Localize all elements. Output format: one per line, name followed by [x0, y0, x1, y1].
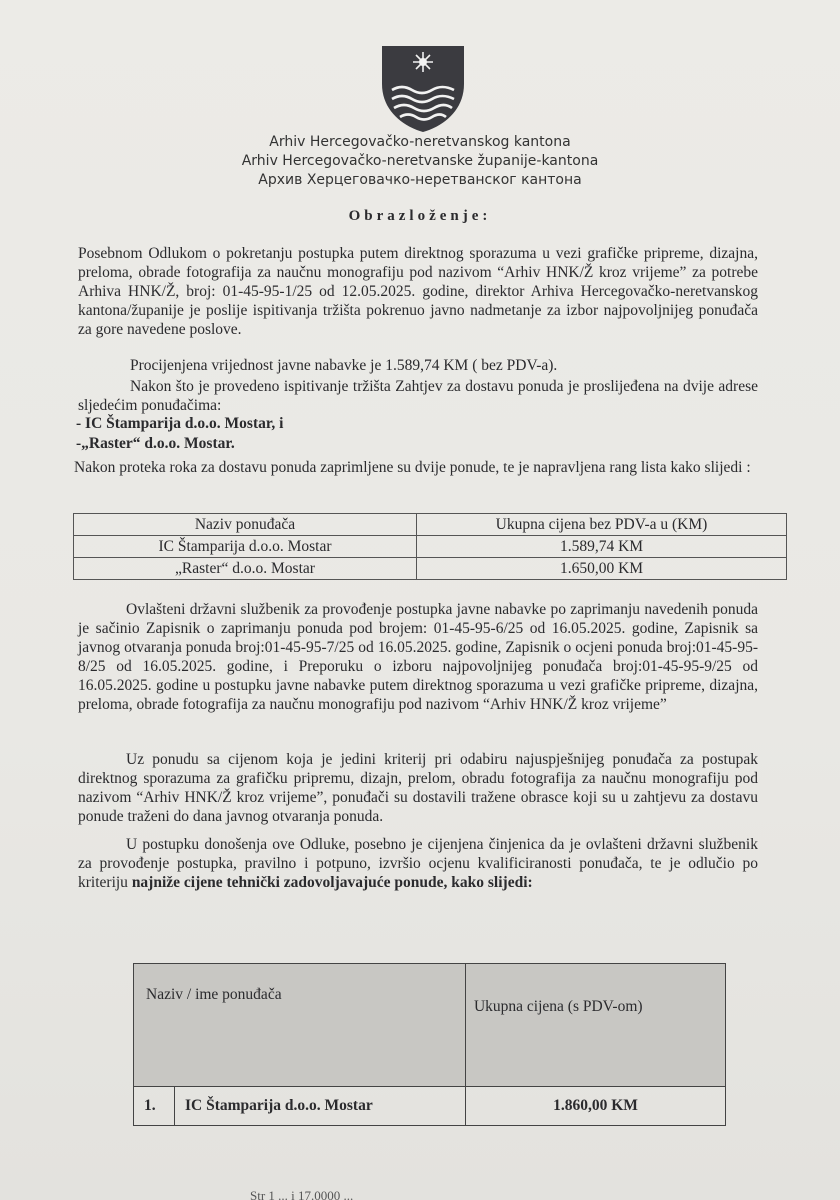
- paragraph-estimated-value: Procijenjena vrijednost javne nabavke je 1.589,74 KM ( bez PDV-a).: [130, 357, 558, 374]
- decision-text: U postupku donošenja ove Odluke, posebno je cijenjena činjenica da je ovlašteni državni službenik za provođenje postupka, pravilno i potpuno, izvršio ocjenu kvalificiranosti ponuđača, te je odlučio po kriteriju: [78, 836, 758, 891]
- institution-name-cyrillic: Архив Херцеговачко-неретванског кантона: [258, 172, 582, 188]
- document-title: Obrazloženje:: [348, 208, 492, 224]
- table-header-row: [134, 964, 726, 1087]
- table-header-cell: Ukupna cijena (s PDV-om): [465, 964, 725, 1087]
- table-cell: „Raster“ d.o.o. Mostar: [74, 558, 417, 580]
- paragraph-criteria: Uz ponudu sa cijenom koja je jedini kriterij pri odabiru najuspješnijeg ponuđača za postupak direktnog sporazuma za grafičku pripremu, dizajn, prelom, obradu fotografija za naučnu monografiju pod nazivom “Arhiv HNK/Ž kroz vrijeme”, ponuđači su dostavili tražene obrasce koji su u zahtjevu za dostavu ponude traženi do dana javnog otvaranja ponuda.: [78, 751, 758, 825]
- paragraph-decision: [78, 835, 758, 892]
- bidder-name-cell: IC Štamparija d.o.o. Mostar: [175, 1087, 466, 1126]
- table-header-cell: Ukupna cijena bez PDV-a u (KM): [417, 514, 787, 536]
- table-cell: 1.650,00 KM: [417, 558, 787, 580]
- table-cell: IC Štamparija d.o.o. Mostar: [74, 536, 417, 558]
- row-number: 1.: [134, 1087, 175, 1126]
- page-footer: Str 1 ... i 17.0000 ...: [250, 1188, 354, 1200]
- table-header-cell: Naziv ponuđača: [74, 514, 417, 536]
- price-cell: 1.860,00 KM: [465, 1087, 725, 1126]
- paragraph-ranking-intro: Nakon proteka roka za dostavu ponuda zaprimljene su dvije ponude, te je napravljena rang lista kako slijedi :: [74, 459, 751, 476]
- table-header-cell: Naziv / ime ponuđača: [134, 964, 466, 1087]
- table-row: [74, 536, 787, 558]
- table-header-row: [74, 514, 787, 536]
- institution-name-latin-1: Arhiv Hercegovačko-neretvanskog kantona: [269, 134, 571, 150]
- table-row: [134, 1087, 726, 1126]
- decision-criterion-text: najniže cijene tehnički zadovoljavajuće ponude, kako slijedi:: [131, 874, 533, 891]
- paragraph-market-research: Nakon što je provedeno ispitivanje tržišta Zahtjev za dostavu ponuda je proslijeđena na dvije adrese sljedećim ponuđačima:: [78, 378, 758, 414]
- paragraph-records: Ovlašteni državni službenik za provođenje postupka javne nabavke po zaprimanju navedenih ponuda je sačinio Zapisnik o zaprimanju ponuda pod brojem: 01-45-95-6/25 od 16.05.2025. godine, Zapisnik sa javnog otvaranja ponuda broj:01-45-95-7/25 od 16.05.2025. godine, Zapisnik o ocjeni ponuda broj:01-45-95-8/25 od 16.05.2025. godine, i Preporuku o izboru najpovoljnijeg ponuđača broj:01-45-95-9/25 od 16.05.2025. godine u postupku javne nabavke putem direktnog sporazuma u vezi grafičke pripreme, dizajna, preloma, obrade fotografija za naučnu monografiju pod nazivom “Arhiv HNK/Ž kroz vrijeme”: [78, 601, 758, 713]
- coat-of-arms-logo: [380, 46, 466, 132]
- institution-name-latin-2: Arhiv Hercegovačko-neretvanske županije-kantona: [241, 153, 599, 169]
- selected-bidder-table: [133, 963, 726, 1126]
- bidder-2: -„Raster“ d.o.o. Mostar.: [76, 435, 235, 452]
- table-row: [74, 558, 787, 580]
- table-cell: 1.589,74 KM: [417, 536, 787, 558]
- bidder-1: - IC Štamparija d.o.o. Mostar, i: [76, 415, 284, 432]
- paragraph-decision-intro: Posebnom Odlukom o pokretanju postupka putem direktnog sporazuma u vezi grafičke pripreme, dizajna, preloma, obrade fotografija za naučnu monografiju pod nazivom “Arhiv HNK/Ž kroz vrijeme” za potrebe Arhiva HNK/Ž, broj: 01-45-95-1/25 od 12.05.2025. godine, direktor Arhiva Hercegovačko-neretvanskog kantona/županije je poslije ispitivanja tržišta pokrenuo javno nadmetanje za izbor najpovoljnijeg ponuđača za gore navedene poslove.: [78, 245, 758, 338]
- ranking-table: [73, 513, 787, 580]
